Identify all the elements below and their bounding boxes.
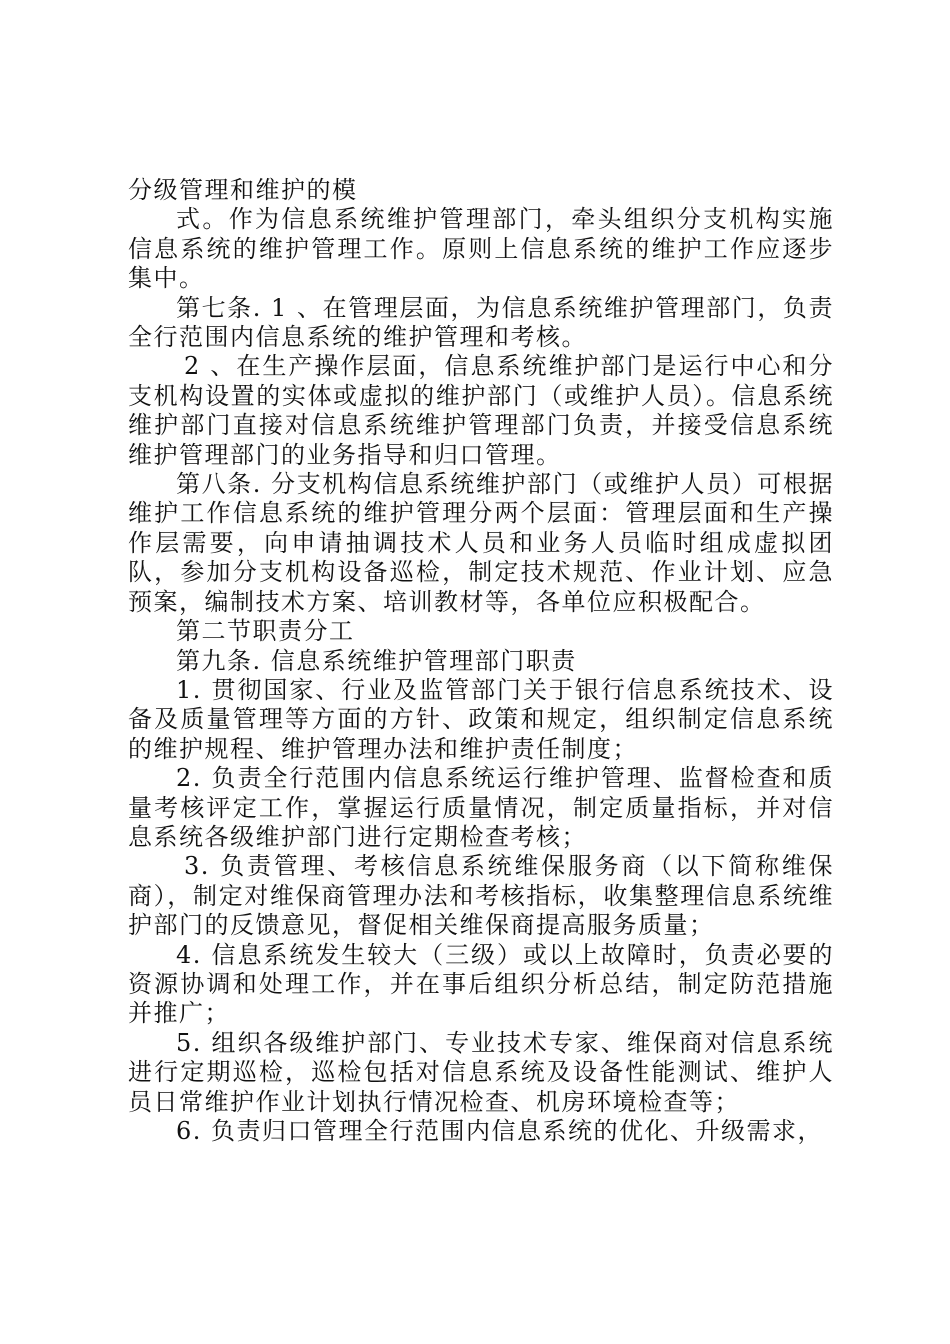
list-item-3: 3. 负责管理、考核信息系统维保服务商（以下简称维保商），制定对维保商管理办法和考核指标，收集整理信息系统维护部门的反馈意见，督促相关维保商提高服务质量； (128, 852, 834, 940)
paragraph-article-8: 第八条. 分支机构信息系统维护部门（或维护人员）可根据维护工作信息系统的维护管理分两个层面：管理层面和生产操作层需要，向申请抽调技术人员和业务人员临时组成虚拟团队，参加分支机构设备巡检，制定技术规范、作业计划、应急预案，编制技术方案、培训教材等，各单位应积极配合。 (128, 470, 834, 616)
section-heading: 第二节职责分工 (176, 617, 355, 646)
paragraph-article-9: 第九条. 信息系统维护管理部门职责 (176, 646, 577, 675)
list-item-6: 6. 负责归口管理全行范围内信息系统的优化、升级需求， (176, 1117, 824, 1145)
paragraph-article-7-item-2: 2 、在生产操作层面，信息系统维护部门是运行中心和分支机构设置的实体或虚拟的维护部门（或维护人员）。信息系统维护部门直接对信息系统维护管理部门负责，并接受信息系统维护管理部门的业务指导和归口管理。 (128, 352, 834, 469)
document-body (128, 176, 834, 1146)
list-item-4: 4. 信息系统发生较大（三级）或以上故障时，负责必要的资源协调和处理工作，并在事后组织分析总结，制定防范措施并推广； (128, 940, 834, 1028)
paragraph-intro: 分级管理和维护的模 (128, 176, 358, 204)
paragraph-mode: 式。作为信息系统维护管理部门，牵头组织分支机构实施信息系统的维护管理工作。原则上信息系统的维护工作应逐步集中。 (128, 205, 834, 293)
list-item-2: 2. 负责全行范围内信息系统运行维护管理、监督检查和质量考核评定工作，掌握运行质量情况，制定质量指标，并对信息系统各级维护部门进行定期检查考核； (128, 764, 834, 851)
paragraph-article-7: 第七条. 1 、在管理层面，为信息系统维护管理部门，负责全行范围内信息系统的维护管理和考核。 (128, 293, 834, 352)
list-item-1: 1. 贯彻国家、行业及监管部门关于银行信息系统技术、设备及质量管理等方面的方针、政策和规定，组织制定信息系统的维护规程、维护管理办法和维护责任制度； (128, 675, 834, 763)
list-item-5: 5. 组织各级维护部门、专业技术专家、维保商对信息系统进行定期巡检，巡检包括对信息系统及设备性能测试、维护人员日常维护作业计划执行情况检查、机房环境检查等； (128, 1028, 834, 1116)
